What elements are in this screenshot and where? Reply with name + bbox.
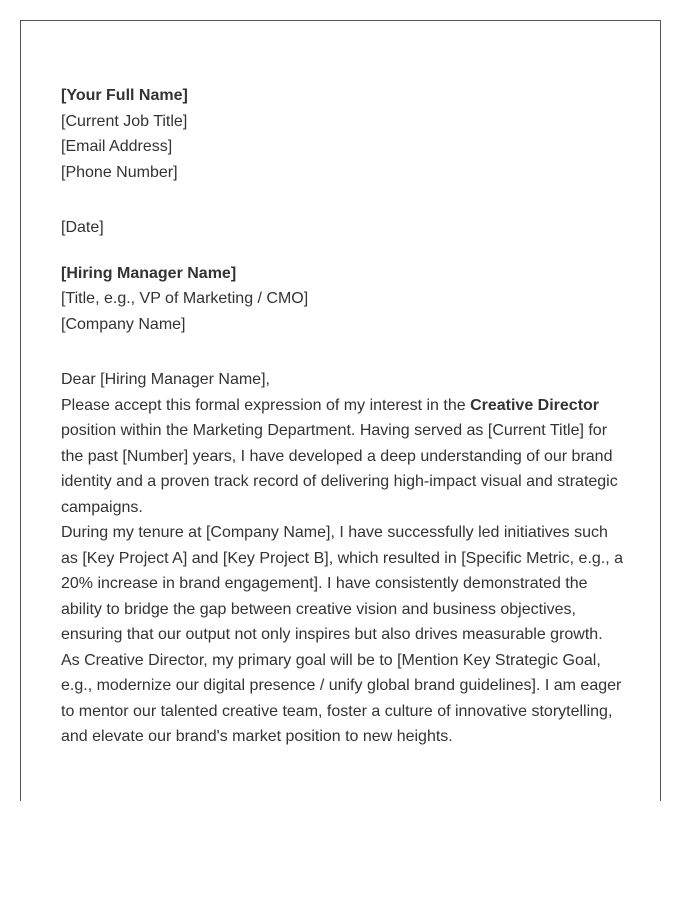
sender-name: [Your Full Name] [61,87,188,104]
date-block [61,215,626,241]
recipient-name: [Hiring Manager Name] [61,264,237,282]
sender-email: [Email Address] [61,138,173,155]
letter-page [20,20,661,801]
letter-date: [Date] [61,219,104,236]
sender-block [61,83,626,185]
body-paragraph-2: During my tenure at [Company Name], I have successfully led initiatives such as [Key Project A] and [Key Project B], which resulted in [Specific Metric, e.g., a 20% increase in brand engagement]. I have consistently demonstrated the ability to bridge the gap between creative vision and business objectives, ensuring that our output not only inspires but also drives measurable growth. [61,524,624,643]
recipient-company: [Company Name] [61,315,186,333]
paragraph-1-rest: position within the Marketing Department. Having served as [Current Title] for the past [Number] years, I have developed a deep understanding of our brand identity and a proven track record of delivering high-impact visual and strategic campaigns. [61,422,618,516]
paragraph-1-intro: Please accept this formal expression of my interest in the [61,396,471,414]
body-paragraph-3: As Creative Director, my primary goal will be to [Mention Key Strategic Goal, e.g., modernize our digital presence / unify global brand guidelines]. I am eager to mentor our talented creative team, foster a culture of innovative storytelling, and elevate our brand's market position to new heights. [61,651,622,745]
recipient-title: [Title, e.g., VP of Marketing / CMO] [61,290,309,307]
position-name: Creative Director [470,396,600,414]
sender-phone: [Phone Number] [61,163,178,181]
recipient-block [61,261,626,338]
letter-content [61,83,626,750]
salutation: Dear [Hiring Manager Name], [61,371,270,388]
sender-job-title: [Current Job Title] [61,112,188,130]
body-paragraph-1 [61,393,626,521]
salutation-block [61,367,626,393]
